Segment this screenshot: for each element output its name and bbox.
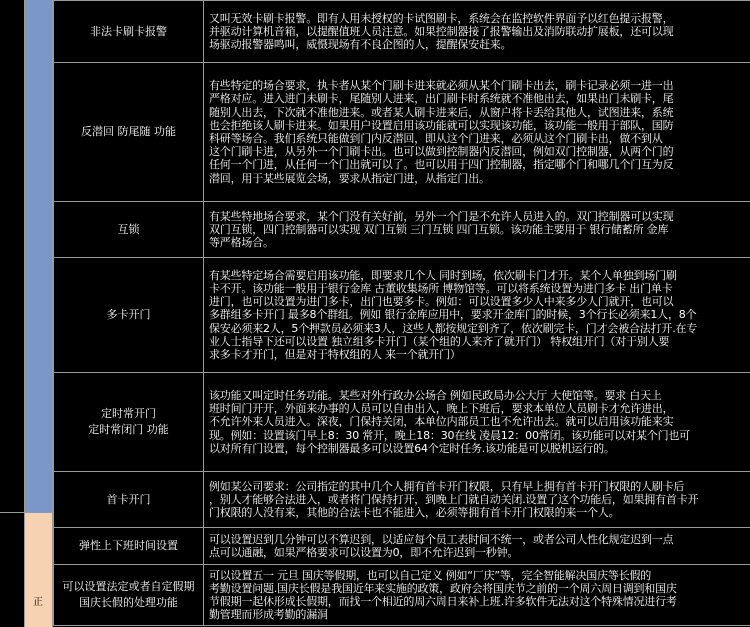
feature-description-line: 科研等场合。我们系统只能做到门内反潜回，即从这个门进来，必须从这个门刷卡出，做不到从 [209, 132, 663, 145]
feature-description-line: 任何一个门进，从任何一个门出就可以了。也可以用于四门控制器，指定哪个门和哪几个门互为反 [209, 158, 674, 172]
feature-description-line: 节假期一起休形成长假期，而找一个相近的周六周日来补上班.许多软件无法对这个特殊情况进行考 [209, 595, 677, 608]
feature-description [204, 528, 750, 565]
feature-description-line: 点可以通融，如果严格要求可以设置为0，即不允许迟到一秒钟。 [209, 546, 519, 559]
feature-description-line: 不允许外来人员进入。深夜，门保持关闭，本单位内部员工也不允许出去。就可以启用该功能来实 [209, 415, 674, 429]
feature-name [54, 528, 204, 565]
feature-description-line: 随别人出去，下次就不准他进来。或者某人刷卡进来后，从窗户将卡丢给其他人，试图进来，系统 [209, 105, 674, 119]
feature-description-line: 考勤设置问题.国庆长假是我国近年来实施的政策，政府会将国庆节之前的一个周六周日调到和国庆 [209, 581, 677, 595]
feature-description-line: 双门互锁，四门控制器可以实现 双门互锁 三门互锁 四门互锁。该功能主要用于 银行储蓄所 金库 [209, 222, 669, 236]
feature-description-line: 以对所有门设置，每个控制器最多可以设置64个定时任务.该功能是可以脱机运行的。 [209, 441, 615, 455]
feature-description-line: 有某些特定场合需要启用该功能，即要求几个人 同时到场，依次刷卡门才开。某个人单独到场门刷 [209, 268, 677, 282]
side-category-mark: 正 [33, 597, 43, 608]
feature-name [54, 258, 204, 373]
feature-description-line: 保安必须来2人，5个押款员必须来3人，这些人都按规定到齐了，依次刷完卡，门才会被合法打开.在专 [209, 321, 698, 335]
feature-name-line: 多卡开门 [106, 308, 151, 321]
feature-description-line: 严格对应。进入进门未刷卡，尾随别人进来，出门刷卡时系统就不准他出去，如果出门未刷卡，尾 [209, 92, 674, 106]
side-category-band-peach [25, 513, 53, 627]
feature-description-line: 门权限的人没有来，其他的合法卡也不能进入，必须等拥有首卡开门权限的来一个人。 [209, 506, 620, 520]
feature-name [54, 202, 204, 258]
feature-row [54, 528, 750, 565]
feature-name-line: 定时常开门 [101, 407, 156, 420]
feature-description-line: 有些特定的场合要求，执卡者从某个门刷卡进来就必须从某个门刷卡出去，刷卡记录必须一进一出 [209, 79, 674, 93]
feature-row [54, 258, 750, 373]
feature-name-line: 反潜回 防尾随 功能 [81, 125, 176, 138]
feature-name [54, 63, 204, 202]
feature-description [204, 373, 750, 472]
feature-description-line: 有某些特地场合要求，某个门没有关好前，另外一个门是不允许人员进入的。双门控制器可以实现 [209, 209, 674, 223]
feature-description-line: 例如某公司要求：公司指定的其中几个人拥有首卡开门权限，只有早上拥有首卡开门权限的人刷卡后 [209, 479, 685, 493]
side-column-left [0, 0, 25, 627]
feature-description-line: 进门，也可以设置为进门多卡，出门也要多卡。例如：可以设置多少人中来多少人门就开，也可以 [209, 295, 674, 309]
feature-description-line: 多群组多卡开门 最多8个群组。例如 银行金库应用中，要求开金库门的时候，3个行长必须来1人，8个 [209, 308, 697, 322]
feature-description [204, 258, 750, 373]
feature-description-line: 又叫无效卡刷卡报警。即有人用未授权的卡试图刷卡，系统会在监控软件界面予以红色提示报警， [209, 11, 674, 25]
feature-name-line: 弹性上下班时间设置 [79, 539, 178, 552]
feature-row [54, 63, 750, 202]
feature-description-line: 业人士指导下还可以设置 独立组多卡开门（某个组的人来齐了就开门） 特权组开门（对于别人要 [209, 334, 670, 348]
side-divider [0, 512, 53, 513]
feature-row [54, 1, 750, 63]
feature-description [204, 202, 750, 258]
feature-table [53, 0, 750, 626]
feature-description-line: 现。例如：设置该门早上8：30 常开，晚上18：30在线 凌晨12：00常闭。该功能可以对某个门也可 [209, 428, 690, 442]
feature-name [54, 373, 204, 472]
feature-name [54, 565, 204, 626]
feature-description [204, 565, 750, 626]
feature-name-line: 国庆长假的处理功能 [79, 596, 178, 609]
feature-description [204, 63, 750, 202]
feature-description-line: 场驱动报警器鸣叫，威慑现场有不良企图的人，提醒保安赶来。 [209, 38, 512, 52]
feature-description-line: 这个门刷卡进，从另外一个门刷卡出。也可以做到控制器内反潜回，例如双门控制器，从两个门的 [209, 145, 674, 159]
feature-row [54, 373, 750, 472]
feature-description-line: 也会拒绝该人刷卡进来。如果用户设置启用该功能就可以实现该功能，该功能一般用于部队，国防 [209, 118, 674, 132]
feature-description [204, 1, 750, 63]
feature-name-line: 可以设置法定或者自定假期 [62, 580, 195, 593]
feature-name [54, 1, 204, 63]
feature-name-line: 首卡开门 [106, 492, 151, 506]
feature-row [54, 565, 750, 626]
feature-row [54, 472, 750, 528]
feature-description-line: 班时间门开开，外面来办事的人员可以自由出入，晚上下班后，要求本单位人员刷卡才允许进出， [209, 402, 674, 416]
feature-name-line: 互锁 [117, 222, 140, 236]
side-category-band-blue [25, 0, 53, 512]
feature-description-line: 求多卡才开门，但是对于特权组的人 来一个就开门） [209, 348, 461, 361]
feature-description-line: 该功能又叫定时任务功能。某些对外行政办公场合 例如民政局办公大厅 大使馆等。要求 白天上 [209, 388, 662, 402]
feature-description-line: 并驱动计算机音箱，以提醒值班人员注意。如果控制器接了报警输出及消防联动扩展板，还可以现 [209, 24, 674, 38]
feature-description-line: 勤管理而形成考勤的漏洞 [209, 608, 328, 622]
feature-name [54, 472, 204, 528]
feature-description-line: 卡不开。该功能一般用于银行金库 古董收集场所 博物馆等。可以将系统设置为进门多卡 出门单卡 [209, 281, 673, 295]
feature-description-line: 可以设置迟到几分钟可以不算迟到，以适应每个员工表时间不统一，或者公司人性化规定迟到一点 [209, 532, 674, 546]
feature-name-line: 非法卡刷卡报警 [90, 24, 167, 38]
feature-description-line: 潜回，用于某些展览会场，要求从指定门进，从指定门出。 [209, 171, 490, 185]
feature-description-line: ，别人才能够合法进入，或者将门保持打开，到晚上门就自动关闭.设置了这个功能后，如果拥有首卡开 [209, 492, 699, 506]
feature-description [204, 472, 750, 528]
feature-name-line: 定时常闭门 功能 [88, 423, 169, 436]
feature-description-line: 等严格场合。 [209, 236, 274, 250]
feature-row [54, 202, 750, 258]
feature-description-line: 可以设置五一 元旦 国庆等假期，也可以自己定义 例如“厂庆”等，完全智能解决国庆等长假的 [209, 568, 652, 582]
